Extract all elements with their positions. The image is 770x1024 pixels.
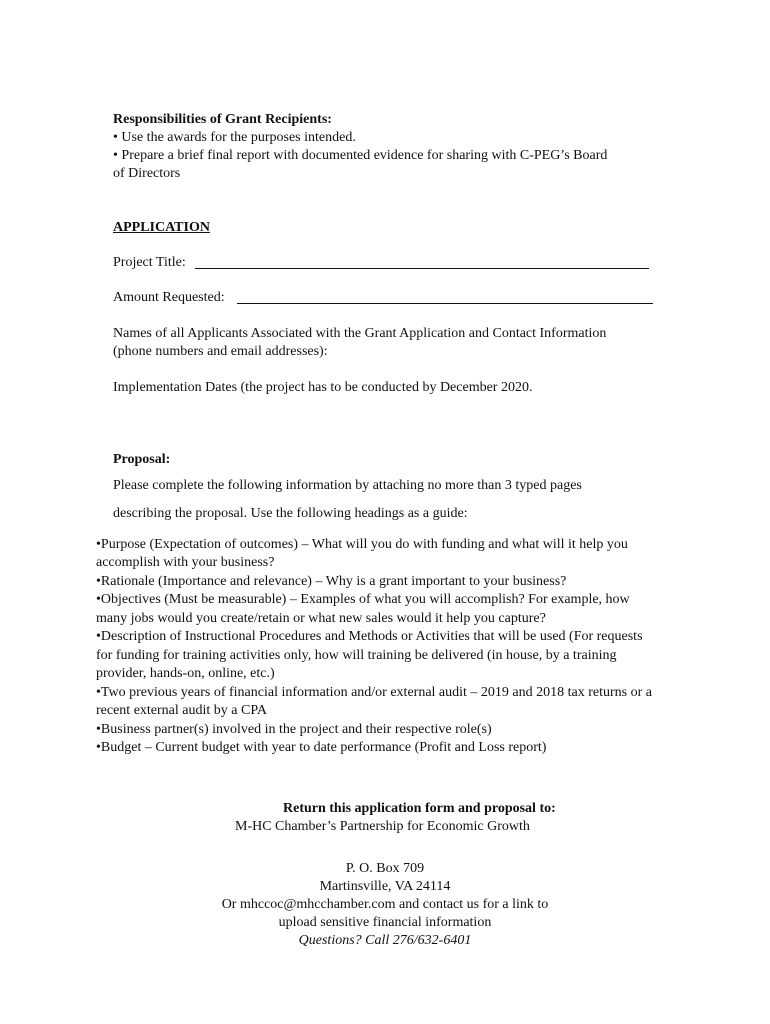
- return-questions-line: Questions? Call 276/632-6401: [298, 933, 472, 948]
- guide-line-rationale: •Rationale (Importance and relevance) – Why is a grant important to your business?: [96, 574, 567, 589]
- implementation-dates: Implementation Dates (the project has to be conducted by December 2020.: [113, 380, 533, 395]
- return-po-box: P. O. Box 709: [345, 861, 425, 876]
- guide-line-objectives-continued: many jobs would you create/retain or what new sales would it help you capture?: [96, 611, 546, 626]
- return-organization: M-HC Chamber’s Partnership for Economic Growth: [235, 819, 530, 834]
- return-email-line: Or mhccoc@mhcchamber.com and contact us for a link to: [221, 897, 549, 912]
- amount-requested-label: Amount Requested:: [113, 290, 225, 305]
- responsibility-item-2-continued: of Directors: [113, 166, 181, 181]
- return-heading: Return this application form and proposal to:: [283, 801, 556, 816]
- applicants-line-1: Names of all Applicants Associated with the Grant Application and Contact Information: [113, 326, 607, 341]
- project-title-field[interactable]: [195, 268, 649, 269]
- guide-line-description-continued-2: provider, hands-on, online, etc.): [96, 666, 275, 681]
- return-upload-line: upload sensitive financial information: [278, 915, 492, 930]
- guide-line-description-continued: for funding for training activities only, how will training be delivered (in house, by a training: [96, 648, 617, 663]
- guide-line-financials-continued: recent external audit by a CPA: [96, 703, 267, 718]
- guide-line-purpose: •Purpose (Expectation of outcomes) – What will you do with funding and what will it help you: [96, 537, 628, 552]
- proposal-intro-line-2: describing the proposal. Use the following headings as a guide:: [113, 506, 468, 521]
- responsibilities-heading: Responsibilities of Grant Recipients:: [113, 112, 332, 127]
- applicants-line-2: (phone numbers and email addresses):: [113, 344, 328, 359]
- guide-line-partners: •Business partner(s) involved in the project and their respective role(s): [96, 722, 492, 737]
- proposal-heading: Proposal:: [113, 452, 171, 467]
- amount-requested-field[interactable]: [237, 303, 653, 304]
- guide-line-description: •Description of Instructional Procedures and Methods or Activities that will be used (For requests: [96, 629, 643, 644]
- guide-line-financials: •Two previous years of financial information and/or external audit – 2019 and 2018 tax returns or a: [96, 685, 652, 700]
- proposal-intro-line-1: Please complete the following information by attaching no more than 3 typed pages: [113, 478, 582, 493]
- guide-line-objectives: •Objectives (Must be measurable) – Examples of what you will accomplish? For example, how: [96, 592, 630, 607]
- application-heading: APPLICATION: [113, 220, 210, 235]
- responsibility-item-2: • Prepare a brief final report with documented evidence for sharing with C-PEG’s Board: [113, 148, 608, 163]
- project-title-label: Project Title:: [113, 255, 186, 270]
- responsibility-item-1: • Use the awards for the purposes intended.: [113, 130, 356, 145]
- return-city-state-zip: Martinsville, VA 24114: [319, 879, 451, 894]
- guide-line-budget: •Budget – Current budget with year to date performance (Profit and Loss report): [96, 740, 547, 755]
- guide-line-purpose-continued: accomplish with your business?: [96, 555, 275, 570]
